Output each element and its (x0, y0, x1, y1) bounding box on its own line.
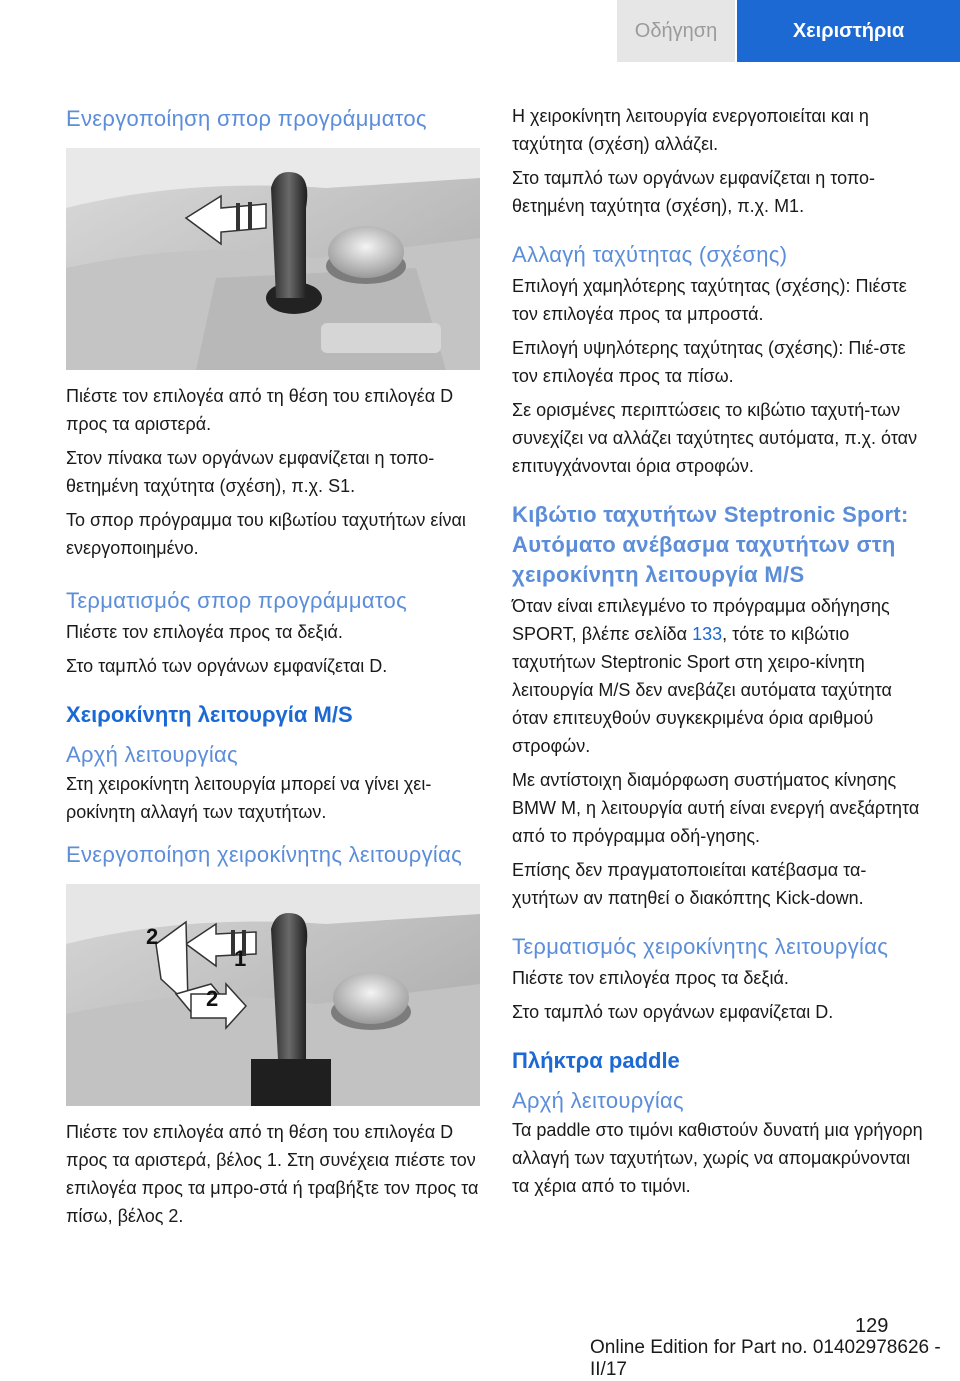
paragraph: Πιέστε τον επιλογέα προς τα δεξιά. (66, 622, 343, 642)
heading-end-sport: Τερματισμός σπορ προγράμματος (66, 588, 407, 613)
paragraph: Στο ταμπλό των οργάνων εμφανίζεται η τοπο‐θετημένη ταχύτητα (σχέση), π.χ. M1. (512, 168, 876, 216)
paragraph: Στη χειροκίνητη λειτουργία μπορεί να γίνει χει‐ροκίνητη αλλαγή των ταχυτήτων. (66, 774, 432, 822)
paragraph: Στο ταμπλό των οργάνων εμφανίζεται D. (512, 1002, 834, 1022)
heading-activate-sport: Ενεργοποίηση σπορ προγράμματος (66, 106, 427, 131)
heading-paddle: Πλήκτρα paddle (512, 1048, 680, 1073)
tab-driving[interactable]: Οδήγηση (617, 0, 735, 62)
paragraph: Πιέστε τον επιλογέα προς τα δεξιά. (512, 968, 789, 988)
heading-manual-mode: Χειροκίνητη λειτουργία M/S (66, 702, 353, 727)
paragraph (512, 592, 924, 760)
arrow-label-2-top: 2 (146, 924, 159, 949)
text: , τότε το κιβώτιο ταχυτήτων Steptronic Sport στη χειρο‐κίνητη λειτουργία M/S δεν ανεβάζει αυτόματα ταχύτητα όταν επιτευχθούν συγκεκριμένα όρια αριθμού στροφών. (512, 624, 892, 756)
heading-gear-change: Αλλαγή ταχύτητας (σχέσης) (512, 242, 788, 267)
paragraph: Πιέστε τον επιλογέα από τη θέση του επιλογέα D προς τα αριστερά. (66, 386, 454, 434)
page-link[interactable]: 133 (692, 624, 723, 644)
paragraph: Σε ορισμένες περιπτώσεις το κιβώτιο ταχυτή‐των συνεχίζει να αλλάζει ταχύτητες αυτόματα, π.χ. όταν επιτυγχάνονται όρια στροφών. (512, 400, 918, 476)
edition-note: Online Edition for Part no. 01402978626 - II/17 (590, 1337, 941, 1380)
arrow-label-1: 1 (234, 946, 247, 971)
arrow-label-2-bottom: 2 (206, 986, 219, 1011)
heading-activate-manual: Ενεργοποίηση χειροκίνητης λειτουργίας (66, 842, 462, 867)
heading-steptronic-sport: Κιβώτιο ταχυτήτων Steptronic Sport: Αυτόματο ανέβασμα ταχυτήτων στη χειροκίνητη λειτουργία M/S (512, 502, 909, 587)
paragraph: Επιλογή υψηλότερης ταχύτητας (σχέσης): Πιέ‐στε τον επιλογέα προς τα πίσω. (512, 338, 906, 386)
left-column (66, 96, 480, 1230)
right-column (512, 96, 924, 1200)
heading-principle-paddle: Αρχή λειτουργίας (512, 1088, 684, 1113)
gear-selector-photo (66, 148, 480, 370)
paragraph: Τα paddle στο τιμόνι καθιστούν δυνατή μια γρήγορη αλλαγή των ταχυτήτων, χωρίς να απομακρύνονται τα χέρια από το τιμόνι. (512, 1120, 923, 1196)
paragraph: Στο ταμπλό των οργάνων εμφανίζεται D. (66, 656, 388, 676)
paragraph: Επιλογή χαμηλότερης ταχύτητας (σχέσης): Πιέστε τον επιλογέα προς τα μπροστά. (512, 276, 907, 324)
paragraph: Το σπορ πρόγραμμα του κιβωτίου ταχυτήτων είναι ενεργοποιημένο. (66, 510, 466, 558)
paragraph: Στον πίνακα των οργάνων εμφανίζεται η τοπο‐θετημένη ταχύτητα (σχέση), π.χ. S1. (66, 448, 435, 496)
paragraph: Με αντίστοιχη διαμόρφωση συστήματος κίνησης BMW M, η λειτουργία αυτή είναι ενεργή ανεξάρτητα από το πρόγραμμα οδή‐γησης. (512, 770, 920, 846)
paragraph: Η χειροκίνητη λειτουργία ενεργοποιείται και η ταχύτητα (σχέση) αλλάζει. (512, 106, 869, 154)
gear-selector-manual-photo (66, 884, 480, 1106)
paragraph: Πιέστε τον επιλογέα από τη θέση του επιλογέα D προς τα αριστερά, βέλος 1. Στη συνέχεια πιέστε τον επιλογέα προς τα μπρο‐στά ή τραβήξτε τον προς τα πίσω, βέλος 2. (66, 1122, 479, 1226)
page-number: 129 (855, 1315, 889, 1337)
text: Όταν είναι επιλεγμένο το πρόγραμμα οδήγησης SPORT, βλέπε σελίδα (512, 596, 890, 644)
heading-end-manual: Τερματισμός χειροκίνητης λειτουργίας (512, 934, 889, 959)
paragraph: Επίσης δεν πραγματοποιείται κατέβασμα τα‐χυτήτων αν πατηθεί ο διακόπτης Kick-down. (512, 860, 867, 908)
tab-controls[interactable]: Χειριστήρια (737, 0, 960, 62)
heading-principle: Αρχή λειτουργίας (66, 742, 238, 767)
